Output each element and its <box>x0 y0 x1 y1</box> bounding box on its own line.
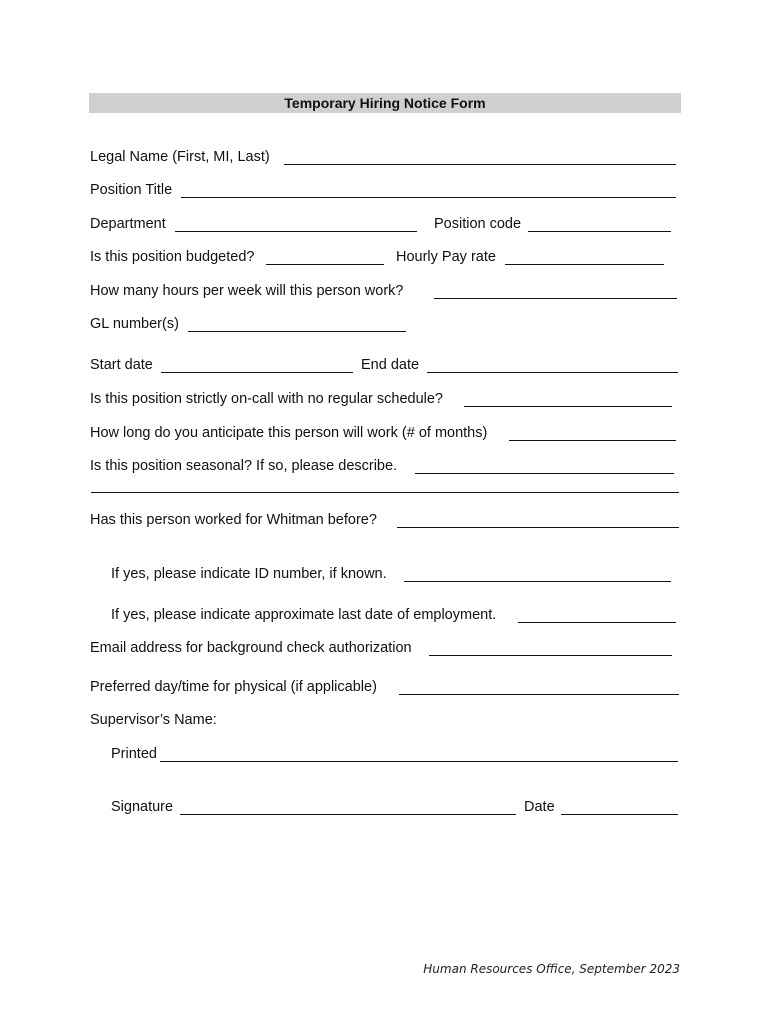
email-label: Email address for background check authorization <box>90 640 412 656</box>
date-line[interactable] <box>561 814 678 815</box>
last-date-line[interactable] <box>518 622 676 623</box>
signature-line[interactable] <box>180 814 516 815</box>
seasonal-label: Is this position seasonal? If so, please describe. <box>90 458 398 474</box>
seasonal-line[interactable] <box>415 473 674 474</box>
hours-line[interactable] <box>434 298 677 299</box>
legal-name-line[interactable] <box>284 164 676 165</box>
hourly-pay-line[interactable] <box>505 264 664 265</box>
physical-row <box>90 678 680 698</box>
worked-before-label: Has this person worked for Whitman before? <box>90 512 377 528</box>
budgeted-row <box>90 248 680 268</box>
gl-row <box>90 315 680 335</box>
end-date-line[interactable] <box>427 372 678 373</box>
seasonal-row <box>90 457 680 477</box>
department-line[interactable] <box>175 231 417 232</box>
physical-label: Preferred day/time for physical (if applicable) <box>90 679 377 695</box>
dates-row <box>90 356 680 376</box>
position-code-label: Position code <box>434 216 522 232</box>
gl-label: GL number(s) <box>90 316 179 332</box>
position-title-label: Position Title <box>90 182 173 198</box>
budgeted-label: Is this position budgeted? <box>90 249 255 265</box>
end-date-label: End date <box>361 357 420 373</box>
last-date-label: If yes, please indicate approximate last date of employment. <box>111 607 497 623</box>
id-number-label: If yes, please indicate ID number, if known. <box>111 566 387 582</box>
legal-name-row <box>90 148 680 168</box>
on-call-line[interactable] <box>464 406 672 407</box>
department-label: Department <box>90 216 166 232</box>
supervisor-row <box>90 711 680 731</box>
seasonal-description-line[interactable] <box>91 492 679 493</box>
position-title-row <box>90 181 680 201</box>
signature-label: Signature <box>111 799 174 815</box>
signature-row <box>111 798 681 818</box>
hours-label: How many hours per week will this person work? <box>90 283 404 299</box>
last-date-row <box>111 606 681 626</box>
worked-before-line[interactable] <box>397 527 679 528</box>
budgeted-line[interactable] <box>266 264 384 265</box>
legal-name-label: Legal Name (First, MI, Last) <box>90 149 270 165</box>
duration-label: How long do you anticipate this person will work (# of months) <box>90 425 488 441</box>
duration-row <box>90 424 680 444</box>
printed-line[interactable] <box>160 761 678 762</box>
start-date-label: Start date <box>90 357 153 373</box>
id-number-line[interactable] <box>404 581 671 582</box>
start-date-line[interactable] <box>161 372 353 373</box>
worked-before-row <box>90 511 680 531</box>
email-row <box>90 639 680 659</box>
printed-row <box>111 745 681 765</box>
date-label: Date <box>524 799 555 815</box>
on-call-label: Is this position strictly on-call with no regular schedule? <box>90 391 443 407</box>
supervisor-label: Supervisor’s Name: <box>90 712 217 728</box>
footer-text: Human Resources Office, September 2023 <box>423 962 680 976</box>
hourly-pay-label: Hourly Pay rate <box>396 249 496 265</box>
position-title-line[interactable] <box>181 197 676 198</box>
physical-line[interactable] <box>399 694 679 695</box>
position-code-line[interactable] <box>528 231 671 232</box>
email-line[interactable] <box>429 655 672 656</box>
id-number-row <box>111 565 681 585</box>
form-title: Temporary Hiring Notice Form <box>89 93 681 113</box>
printed-label: Printed <box>111 746 157 762</box>
gl-line[interactable] <box>188 331 406 332</box>
hours-row <box>90 282 680 302</box>
duration-line[interactable] <box>509 440 676 441</box>
department-row <box>90 215 680 235</box>
on-call-row <box>90 390 680 410</box>
